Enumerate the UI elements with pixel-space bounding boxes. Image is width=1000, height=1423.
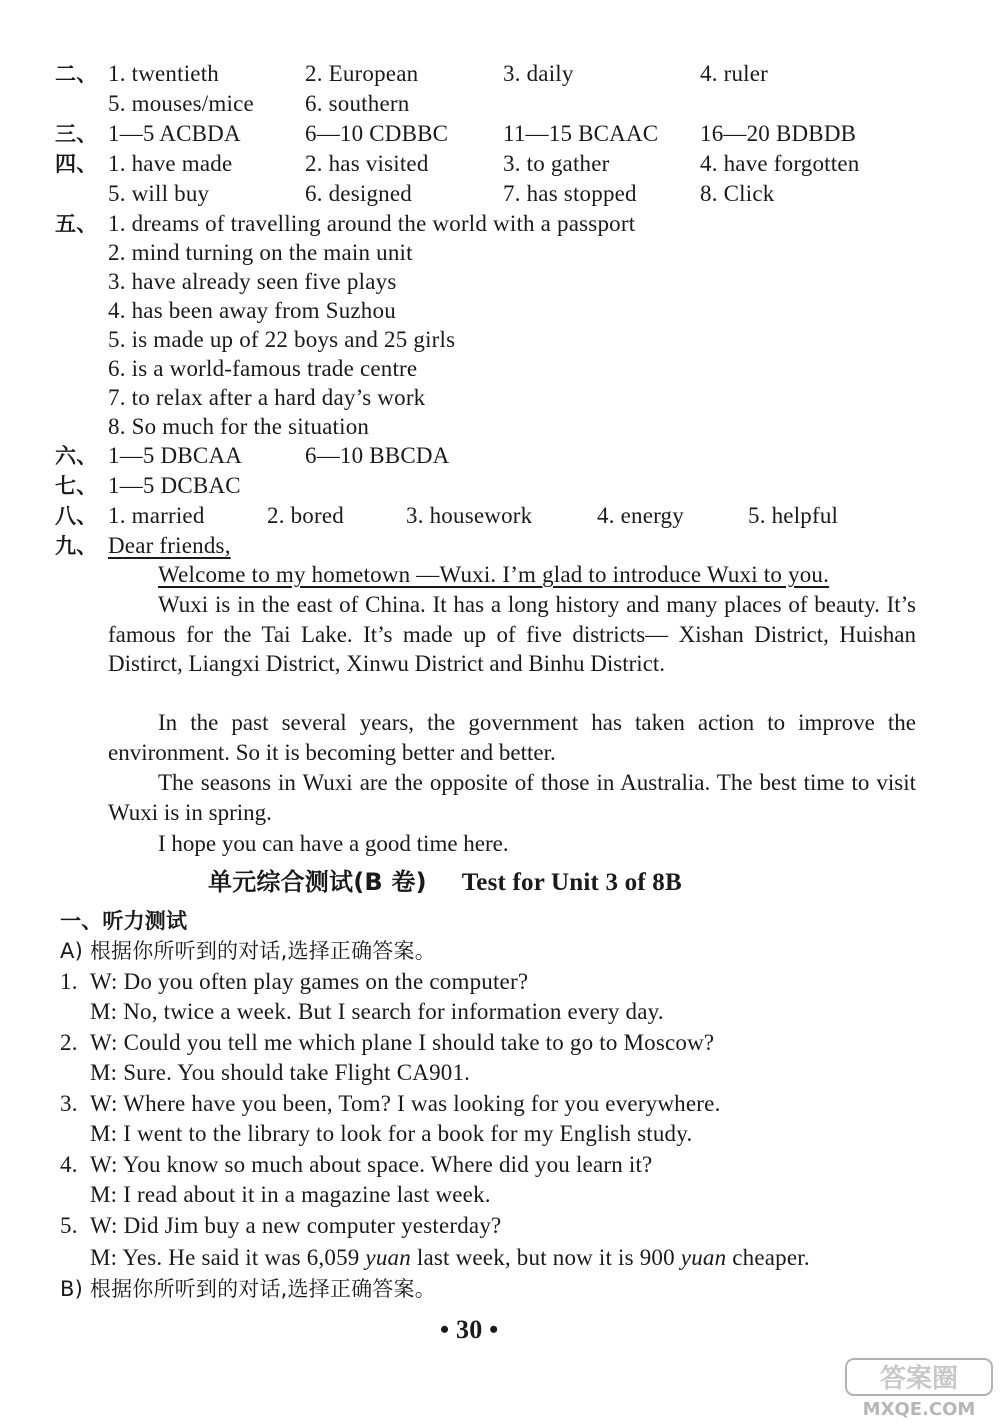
answer-item: 16—20 BDBDB: [700, 121, 857, 146]
section-label-9: 九、: [55, 534, 98, 558]
section-label-7: 七、: [55, 474, 98, 498]
answer-item: 3. daily: [503, 61, 574, 86]
answer-item: 6. southern: [305, 91, 410, 116]
answer-item: 11—15 BCAAC: [503, 121, 659, 146]
letter-first-line: Welcome to my hometown —Wuxi. I’m glad to introduce Wuxi to you.: [158, 562, 830, 587]
section-label-8: 八、: [55, 504, 98, 528]
dialogue-woman-line: W: Did Jim buy a new computer yesterday?: [90, 1213, 502, 1238]
answer-item: 1. married: [108, 503, 205, 528]
answer-item: 6. designed: [305, 181, 412, 206]
dialogue-man-line: M: Yes. He said it was 6,059 yuan last week, but now it is 900 yuan cheaper.: [90, 1245, 810, 1270]
answer-item: 2. European: [305, 61, 419, 86]
watermark-logo: [844, 1357, 994, 1419]
dialogue-woman-line: W: Do you often play games on the computer?: [90, 969, 529, 994]
dialogue-man-line: M: I read about it in a magazine last week.: [90, 1182, 491, 1207]
page-number: • 30 •: [440, 1315, 499, 1344]
dialogue-woman-line: W: You know so much about space. Where did you learn it?: [90, 1152, 653, 1177]
dialogue-number: 2.: [60, 1030, 78, 1055]
answer-item: 1—5 DCBAC: [108, 473, 241, 498]
section-label-2: 二、: [55, 62, 98, 86]
answer-item: 2. mind turning on the main unit: [108, 240, 413, 265]
answer-item: 1. have made: [108, 151, 233, 176]
dialogue-woman-line: W: Could you tell me which plane I should take to go to Moscow?: [90, 1030, 715, 1055]
svg-text:MXQE.COM: MXQE.COM: [862, 1399, 976, 1419]
test-title-cn: 单元综合测试(B 卷): [208, 868, 427, 896]
answer-item: 3. housework: [406, 503, 533, 528]
part-a-instruction: A) 根据你所听到的对话,选择正确答案。: [60, 939, 436, 963]
answer-item: 5. is made up of 22 boys and 25 girls: [108, 327, 456, 352]
dialogue-man-line: M: Sure. You should take Flight CA901.: [90, 1060, 471, 1085]
svg-text:答案圈: 答案圈: [879, 1364, 959, 1394]
answer-item: 1—5 ACBDA: [108, 121, 241, 146]
answer-item: 3. to gather: [503, 151, 610, 176]
test-title: [208, 866, 682, 899]
dialogue-man-line: M: No, twice a week. But I search for information every day.: [90, 999, 664, 1024]
answer-item: 5. will buy: [108, 181, 210, 206]
letter-greeting: Dear friends,: [108, 533, 231, 558]
dialogue-number: 1.: [60, 969, 78, 994]
letter-paragraph: Wuxi is in the east of China. It has a long history and many places of beauty. It’s famous for the Tai Lake. It’s made up of five districts— Xishan District, Huishan Distirct, Liangxi District, Xinwu District and Binhu District.: [108, 592, 916, 676]
dialogue-number: 5.: [60, 1213, 78, 1238]
answer-item: 5. mouses/mice: [108, 91, 254, 116]
dialogue-number: 4.: [60, 1152, 78, 1177]
answer-item: 5. helpful: [748, 503, 839, 528]
section-label-4: 四、: [55, 152, 98, 176]
answer-item: 3. have already seen five plays: [108, 269, 397, 294]
section-label-5: 五、: [55, 212, 98, 236]
answer-item: 6—10 CDBBC: [305, 121, 449, 146]
answer-item: 6—10 BBCDA: [305, 443, 450, 468]
section-label-6: 六、: [55, 444, 98, 468]
answer-item: 7. to relax after a hard day’s work: [108, 385, 426, 410]
listening-section-heading: 一、听力测试: [60, 909, 188, 933]
dialogue-woman-line: W: Where have you been, Tom? I was looking for you everywhere.: [90, 1091, 721, 1116]
answer-item: 2. bored: [267, 503, 344, 528]
test-title-en: Test for Unit 3 of 8B: [461, 869, 682, 896]
answer-item: 8. Click: [700, 181, 775, 206]
answer-item: 4. energy: [597, 503, 684, 528]
answer-item: 8. So much for the situation: [108, 414, 370, 439]
answer-item: 1. twentieth: [108, 61, 219, 86]
answer-item: 6. is a world-famous trade centre: [108, 356, 418, 381]
letter-paragraph: I hope you can have a good time here.: [158, 831, 509, 856]
answer-item: 1—5 DBCAA: [108, 443, 243, 468]
answer-item: 4. ruler: [700, 61, 769, 86]
dialogue-number: 3.: [60, 1091, 78, 1116]
answer-item: 1. dreams of travelling around the world with a passport: [108, 211, 636, 236]
letter-paragraph: In the past several years, the government has taken action to improve the environment. So it is becoming better and better.: [108, 710, 916, 765]
answer-item: 4. have forgotten: [700, 151, 860, 176]
section-label-3: 三、: [55, 122, 98, 146]
answer-item: 4. has been away from Suzhou: [108, 298, 396, 323]
answer-item: 2. has visited: [305, 151, 429, 176]
dialogue-man-line: M: I went to the library to look for a book for my English study.: [90, 1121, 693, 1146]
letter-paragraph: The seasons in Wuxi are the opposite of those in Australia. The best time to visit Wuxi is in spring.: [108, 770, 916, 825]
answer-item: 7. has stopped: [503, 181, 637, 206]
part-b-instruction: B) 根据你所听到的对话,选择正确答案。: [60, 1277, 436, 1301]
